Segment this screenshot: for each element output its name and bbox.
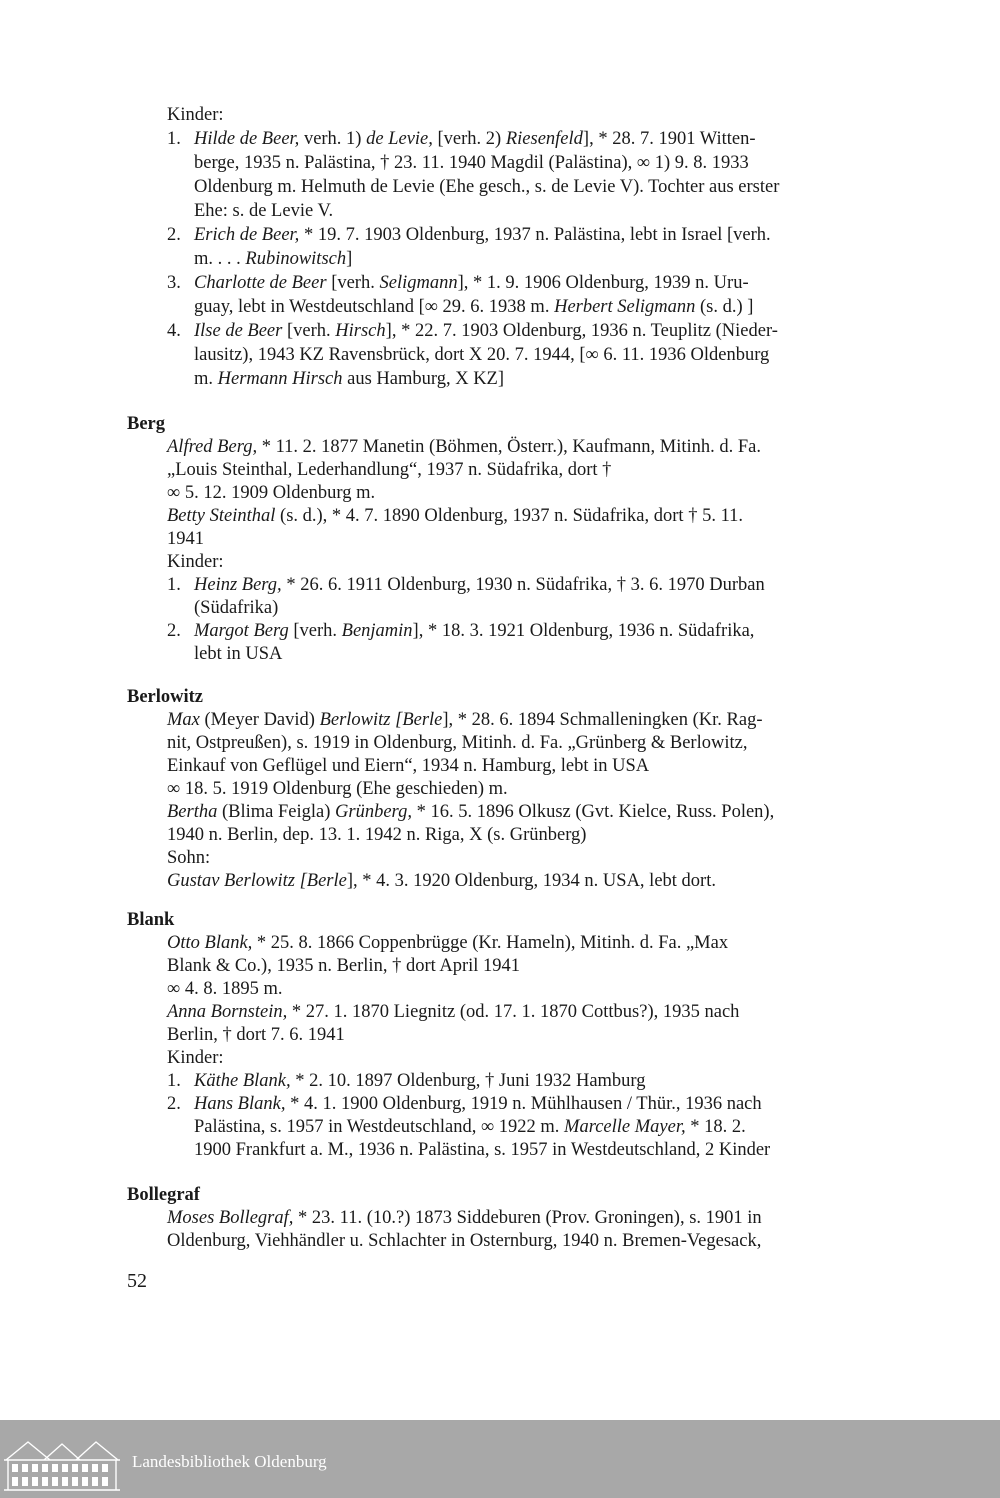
list-number: 4. — [167, 321, 181, 341]
list-number: 1. — [167, 129, 181, 149]
entry-text: (s. d.), * 4. 7. 1890 Oldenburg, 1937 n. Südafrika, dort † 5. 11. — [275, 506, 744, 526]
entry-line — [194, 1070, 646, 1093]
person-name: Riesenfeld — [505, 129, 583, 149]
entry-line: Ehe: s. de Levie V. — [194, 201, 334, 221]
entry-line — [194, 320, 778, 343]
person-name: Hermann Hirsch — [217, 369, 343, 389]
entry-text: ], * 28. 6. 1894 Schmalleningken (Kr. Rag- — [442, 710, 763, 730]
library-name[interactable]: Landesbibliothek Oldenburg — [132, 1452, 327, 1471]
entry-line — [194, 296, 753, 319]
entry-line: lebt in USA — [194, 644, 283, 664]
sohn-label: Sohn: — [167, 848, 211, 868]
section-heading-blank: Blank — [127, 910, 175, 930]
person-name: Erich de Beer, — [194, 225, 300, 245]
entry-line — [167, 1001, 739, 1024]
entry-line — [194, 272, 749, 295]
entry-line — [194, 128, 756, 151]
section-heading-berlowitz: Berlowitz — [127, 687, 204, 707]
entry-line: nit, Ostpreußen), s. 1919 in Oldenburg, Mitinh. d. Fa. „Grünberg & Berlowitz, — [167, 733, 748, 753]
entry-line: Einkauf von Geflügel und Eiern“, 1934 n. Hamburg, lebt in USA — [167, 756, 650, 776]
kinder-label: Kinder: — [167, 1048, 224, 1068]
person-name: Alfred Berg, — [167, 437, 258, 457]
entry-text: [verh. — [326, 273, 380, 293]
entry-text: * 4. 1. 1900 Oldenburg, 1919 n. Mühlhausen / Thür., 1936 nach — [285, 1094, 762, 1114]
person-name: Rubinowitsch — [245, 249, 347, 269]
entry-text: Palästina, s. 1957 in Westdeutschland, ∞ 1922 m. — [194, 1117, 565, 1137]
entry-line — [167, 932, 728, 955]
entry-line: 1941 — [167, 529, 204, 549]
person-name: Max — [167, 710, 200, 730]
section-heading-berg: Berg — [127, 414, 166, 434]
entry-text: * 2. 10. 1897 Oldenburg, † Juni 1932 Hamburg — [290, 1071, 646, 1091]
person-name: Betty Steinthal — [167, 506, 276, 526]
entry-line — [167, 1207, 762, 1230]
entry-text: ], * 1. 9. 1906 Oldenburg, 1939 n. Uru- — [457, 273, 749, 293]
person-name: Otto Blank, — [167, 933, 253, 953]
entry-text: * 16. 5. 1896 Olkusz (Gvt. Kielce, Russ. Polen), — [411, 802, 775, 822]
list-number: 1. — [167, 575, 181, 595]
entry-line: 1900 Frankfurt a. M., 1936 n. Palästina, s. 1957 in Westdeutschland, 2 Kinder — [194, 1140, 771, 1160]
entry-text: * 18. 2. — [685, 1117, 746, 1137]
entry-text: * 23. 11. (10.?) 1873 Siddeburen (Prov. Groningen), s. 1901 in — [293, 1208, 762, 1228]
entry-line — [194, 248, 352, 271]
entry-text: ], * 28. 7. 1901 Witten- — [582, 129, 756, 149]
list-number: 2. — [167, 225, 181, 245]
entry-line: lausitz), 1943 KZ Ravensbrück, dort X 20. 7. 1944, [∞ 6. 11. 1936 Oldenburg — [194, 345, 770, 365]
list-number: 3. — [167, 273, 181, 293]
entry-line: Oldenburg m. Helmuth de Levie (Ehe gesch., s. de Levie V). Tochter aus erster — [194, 177, 780, 197]
person-name: Charlotte de Beer — [194, 273, 327, 293]
person-name: Margot Berg — [194, 621, 289, 641]
entry-text: (s. d.) ] — [695, 297, 754, 317]
page-number: 52 — [127, 1270, 147, 1292]
entry-line — [194, 574, 765, 597]
list-number: 2. — [167, 1094, 181, 1114]
kinder-label: Kinder: — [167, 105, 224, 125]
entry-line — [194, 1116, 746, 1139]
entry-line — [194, 620, 754, 643]
person-name: Marcelle Mayer, — [564, 1117, 686, 1137]
entry-text: * 25. 8. 1866 Coppenbrügge (Kr. Hameln), Mitinh. d. Fa. „Max — [252, 933, 729, 953]
entry-line: Berlin, † dort 7. 6. 1941 — [167, 1025, 345, 1045]
entry-line: ∞ 5. 12. 1909 Oldenburg m. — [167, 483, 376, 503]
entry-text: * 26. 6. 1911 Oldenburg, 1930 n. Südafrika, † 3. 6. 1970 Durban — [281, 575, 765, 595]
person-name: Benjamin — [341, 621, 413, 641]
entry-text: m. . . . — [194, 249, 246, 269]
person-name: Hilde de Beer, — [194, 129, 300, 149]
entry-line: ∞ 4. 8. 1895 m. — [167, 979, 283, 999]
entry-text: * 27. 1. 1870 Liegnitz (od. 17. 1. 1870 Cottbus?), 1935 nach — [287, 1002, 740, 1022]
entry-text: verh. 1) — [299, 129, 367, 149]
entry-line — [167, 505, 743, 528]
entry-line: berge, 1935 n. Palästina, † 23. 11. 1940 Magdil (Palästina), ∞ 1) 9. 8. 1933 — [194, 153, 749, 173]
person-name: Herbert Seligmann — [554, 297, 696, 317]
entry-line: 1940 n. Berlin, dep. 13. 1. 1942 n. Riga, X (s. Grünberg) — [167, 825, 587, 845]
person-name: Heinz Berg, — [194, 575, 282, 595]
entry-text: [verh. 2) — [432, 129, 506, 149]
entry-line — [167, 709, 763, 732]
entry-line — [194, 368, 504, 391]
entry-line — [167, 801, 774, 824]
person-name: Moses Bollegraf, — [167, 1208, 294, 1228]
person-name: Seligmann — [379, 273, 458, 293]
person-name: Hirsch — [335, 321, 386, 341]
entry-text: (Blima Feigla) — [217, 802, 336, 822]
section-heading-bollegraf: Bollegraf — [127, 1185, 200, 1205]
list-number: 1. — [167, 1071, 181, 1091]
entry-text: aus Hamburg, X KZ] — [342, 369, 505, 389]
entry-line — [194, 224, 771, 247]
entry-text: [verh. — [282, 321, 336, 341]
entry-line: ∞ 18. 5. 1919 Oldenburg (Ehe geschieden) m. — [167, 779, 508, 799]
entry-text: ], * 22. 7. 1903 Oldenburg, 1936 n. Teuplitz (Nieder- — [385, 321, 778, 341]
library-footer-bar — [0, 1420, 1000, 1498]
person-name: Ilse de Beer — [194, 321, 283, 341]
entry-text: ], * 18. 3. 1921 Oldenburg, 1936 n. Südafrika, — [412, 621, 755, 641]
entry-line: Oldenburg, Viehhändler u. Schlachter in Osternburg, 1940 n. Bremen-Vegesack, — [167, 1231, 762, 1251]
person-name: Gustav Berlowitz [Berle — [167, 871, 347, 891]
entry-line — [194, 1093, 762, 1116]
entry-text: [verh. — [288, 621, 342, 641]
list-number: 2. — [167, 621, 181, 641]
person-name: Berlowitz [Berle — [319, 710, 443, 730]
person-name: de Levie, — [366, 129, 433, 149]
entry-text: * 11. 2. 1877 Manetin (Böhmen, Österr.), Kaufmann, Mitinh. d. Fa. — [257, 437, 761, 457]
entry-line: (Südafrika) — [194, 598, 279, 618]
entry-text: (Meyer David) — [199, 710, 320, 730]
kinder-label: Kinder: — [167, 552, 224, 572]
person-name: Käthe Blank, — [194, 1071, 291, 1091]
entry-text: * 19. 7. 1903 Oldenburg, 1937 n. Palästina, lebt in Israel [verh. — [299, 225, 771, 245]
entry-text: ], * 4. 3. 1920 Oldenburg, 1934 n. USA, lebt dort. — [346, 871, 716, 891]
entry-line: Blank & Co.), 1935 n. Berlin, † dort April 1941 — [167, 956, 521, 976]
entry-line — [167, 436, 761, 459]
person-name: Anna Bornstein, — [167, 1002, 288, 1022]
entry-line — [167, 870, 716, 893]
entry-line: „Louis Steinthal, Lederhandlung“, 1937 n. Südafrika, dort † — [167, 460, 612, 480]
person-name: Bertha — [167, 802, 218, 822]
entry-text: m. — [194, 369, 218, 389]
entry-text: ] — [346, 249, 353, 269]
person-name: Hans Blank, — [194, 1094, 286, 1114]
library-building-icon — [0, 1420, 125, 1498]
entry-text: guay, lebt in Westdeutschland [∞ 29. 6. 1938 m. — [194, 297, 555, 317]
person-name: Grünberg, — [335, 802, 412, 822]
